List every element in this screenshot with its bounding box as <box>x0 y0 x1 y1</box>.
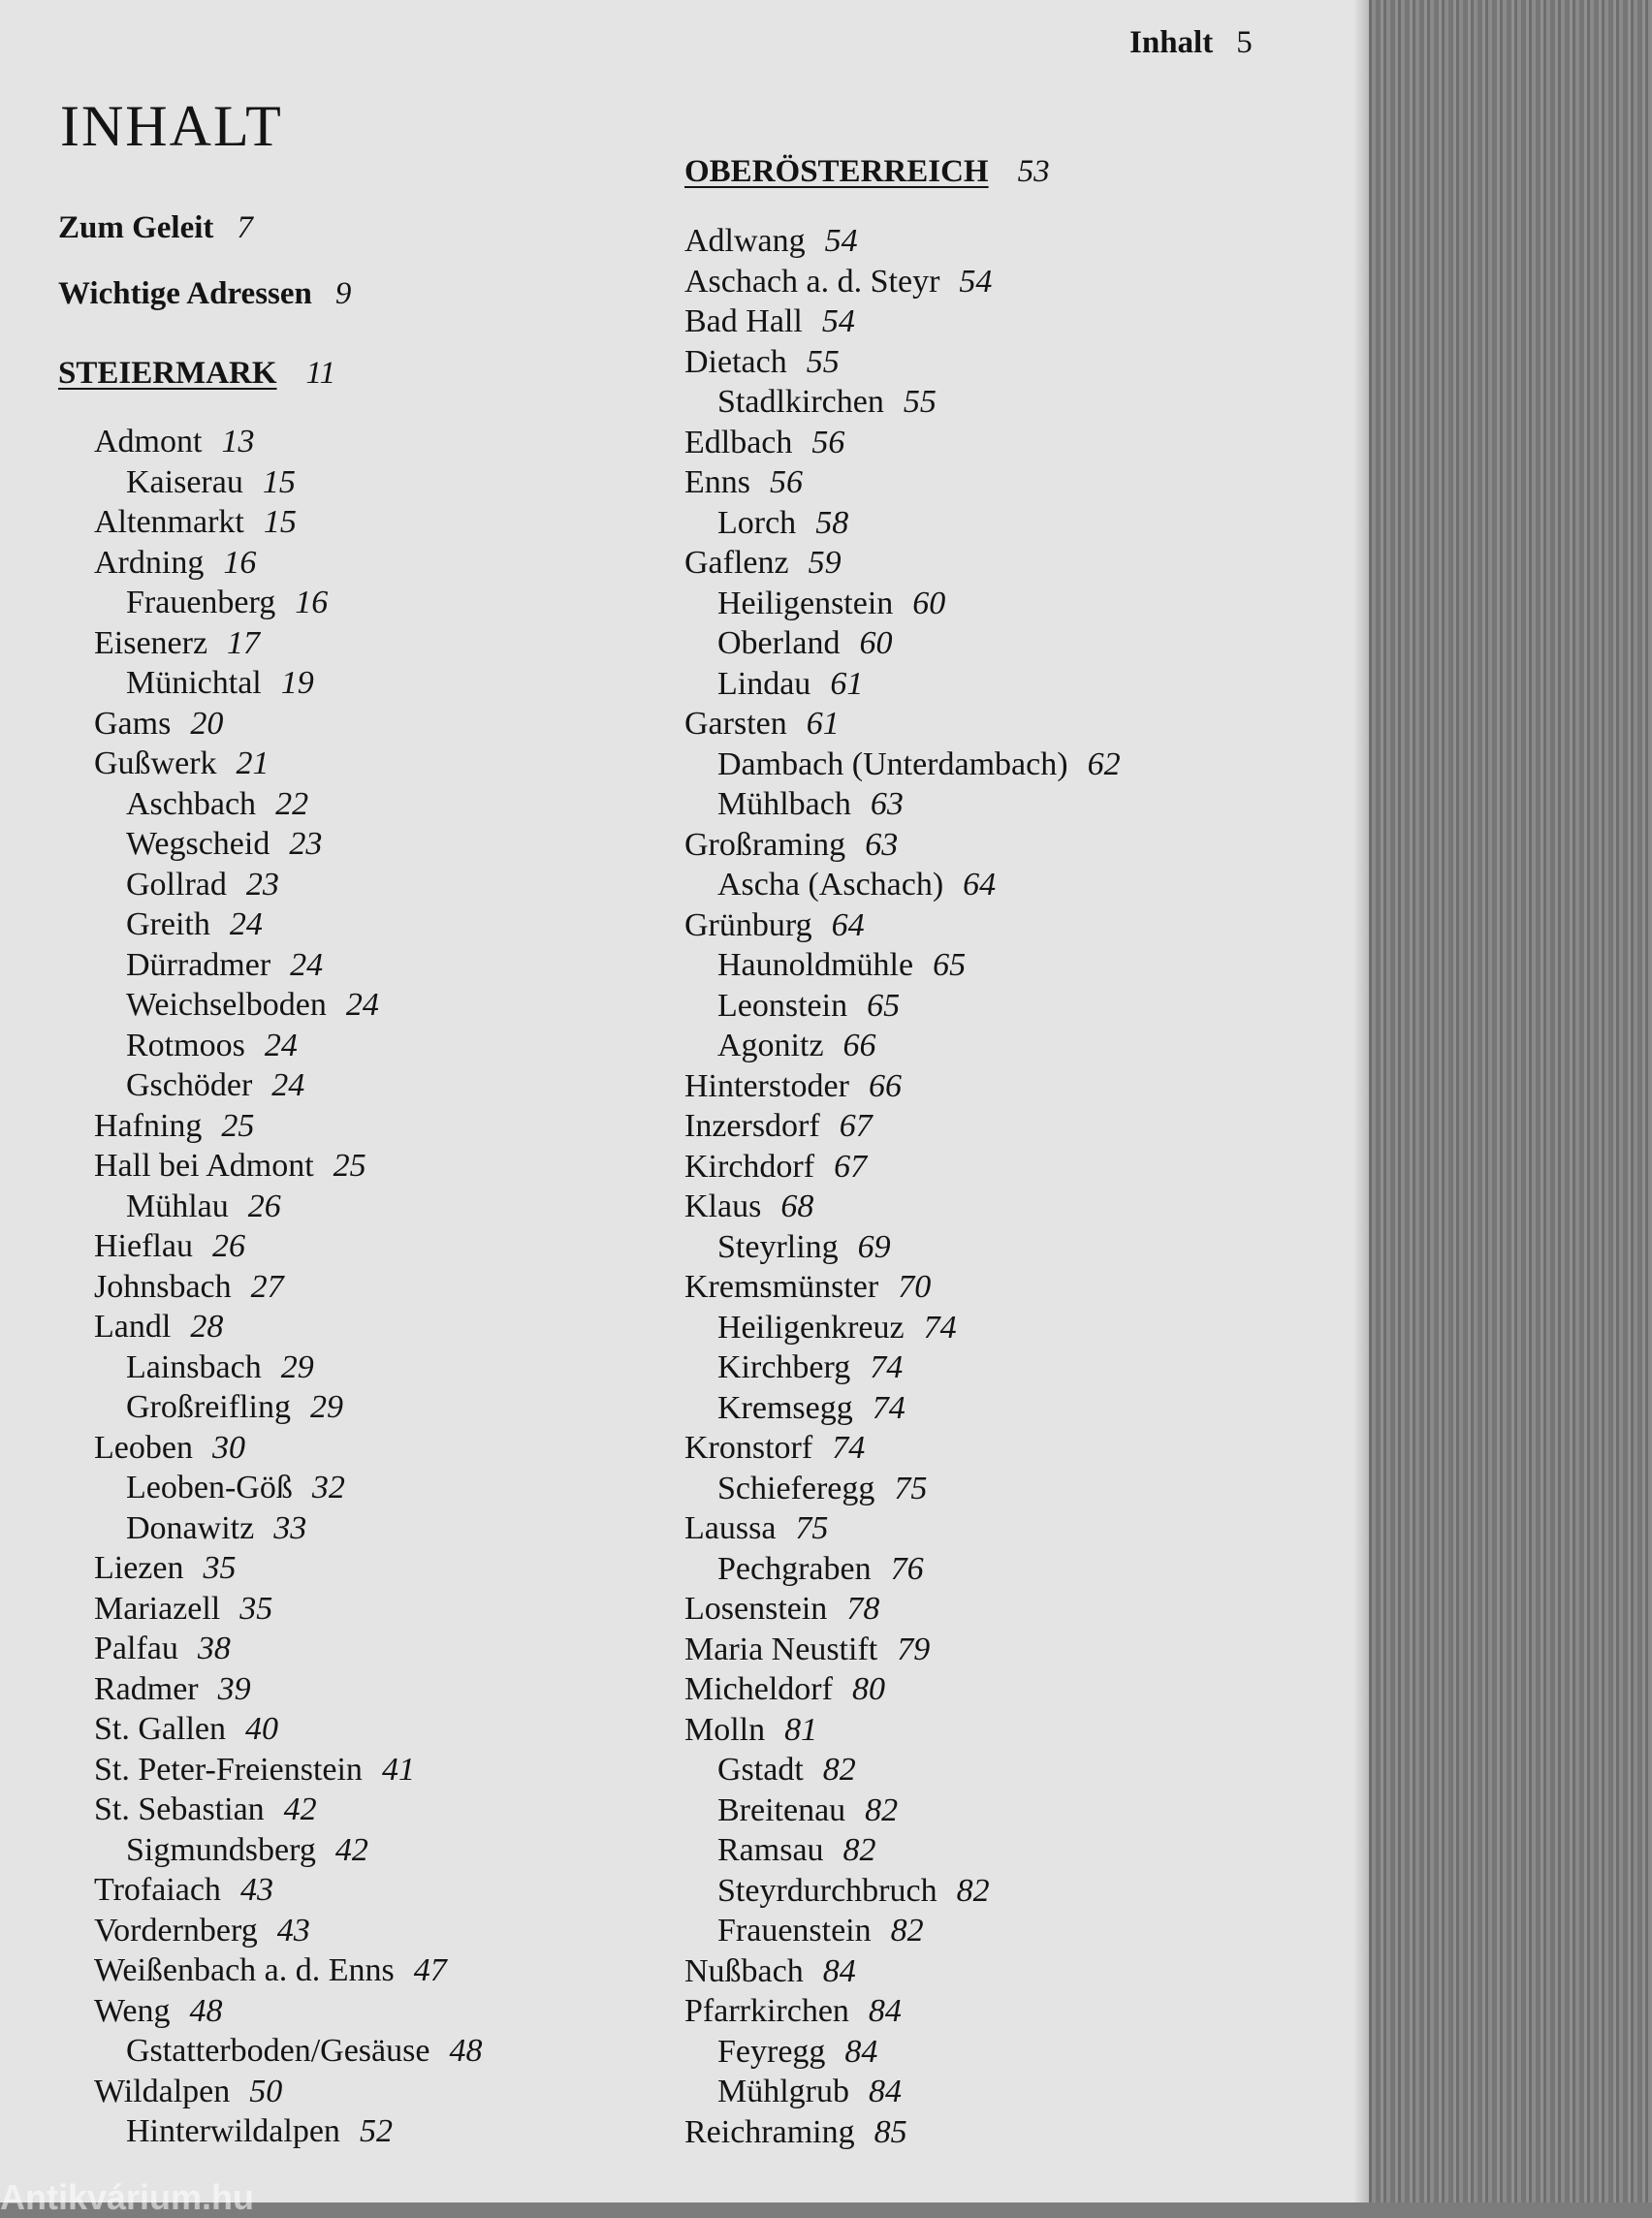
toc-entry-page: 60 <box>859 625 893 661</box>
toc-entry-page: 70 <box>898 1269 932 1305</box>
toc-entry-label: Edlbach <box>684 424 793 460</box>
toc-entry-label: Adlwang <box>684 223 806 259</box>
toc-entry[interactable] <box>94 424 254 460</box>
toc-entry-page: 41 <box>381 1751 415 1788</box>
toc-entry-page: 55 <box>806 343 840 380</box>
toc-entry-page: 16 <box>295 585 329 620</box>
toc-entry-page: 59 <box>808 545 842 581</box>
toc-entry[interactable] <box>94 1550 237 1587</box>
toc-entry[interactable] <box>94 1993 222 2030</box>
toc-entry-label: Donawitz <box>126 1509 255 1546</box>
running-head <box>1129 25 1253 61</box>
toc-entry[interactable] <box>684 1510 828 1547</box>
toc-entry-label: Molln <box>684 1711 766 1748</box>
toc-entry-label: Palfau <box>94 1631 178 1666</box>
toc-entry-page: 54 <box>959 263 993 300</box>
toc-entry-page: 24 <box>264 1027 298 1063</box>
toc-entry[interactable] <box>94 1148 366 1185</box>
toc-entry-label: Trofaiach <box>94 1872 221 1908</box>
toc-subentry[interactable] <box>717 988 900 1025</box>
toc-entry-label: Mühlau <box>126 1188 229 1224</box>
toc-entry-page: 32 <box>311 1470 345 1505</box>
toc-subentry[interactable] <box>717 505 848 542</box>
toc-entry-label: Gstatterboden/Gesäuse <box>126 2033 430 2069</box>
toc-entry-label: Wegscheid <box>126 826 270 862</box>
toc-entry-page: 58 <box>815 504 849 541</box>
toc-entry-page: 20 <box>190 705 224 742</box>
toc-entry[interactable] <box>684 907 865 944</box>
toc-subentry[interactable] <box>126 867 279 903</box>
toc-entry-page: 74 <box>923 1309 957 1346</box>
toc-entry-label: Kronstorf <box>684 1430 813 1466</box>
toc-entry[interactable] <box>684 1993 902 2030</box>
toc-entry-page: 60 <box>912 585 946 621</box>
toc-entry-page: 82 <box>956 1872 990 1909</box>
toc-entry-label: Bad Hall <box>684 303 803 339</box>
toc-entry[interactable] <box>684 1149 867 1186</box>
section-heading-label: OBERÖSTERREICH <box>684 154 989 189</box>
toc-entry-label: Kremsegg <box>717 1389 853 1426</box>
toc-entry-page: 80 <box>851 1671 885 1707</box>
toc-entry[interactable] <box>684 706 840 743</box>
section-heading-steiermark[interactable] <box>58 355 335 392</box>
toc-entry-label: Eisenerz <box>94 624 208 661</box>
toc-entry[interactable] <box>684 827 898 864</box>
toc-entry-page: 74 <box>832 1430 866 1466</box>
toc-entry-page: 65 <box>933 947 967 983</box>
toc-entry-page: 63 <box>865 826 899 863</box>
toc-entry-page: 64 <box>831 906 865 943</box>
toc-entry[interactable] <box>94 1791 317 1828</box>
toc-entry-label: Dietach <box>684 343 787 380</box>
toc-entry-label: Mühlbach <box>717 786 851 822</box>
toc-subentry[interactable] <box>717 2074 902 2110</box>
toc-entry-page: 76 <box>890 1550 924 1587</box>
toc-entry-page: 29 <box>309 1389 343 1425</box>
toc-entry-label: Agonitz <box>717 1028 824 1063</box>
toc-entry-label: Lainsbach <box>126 1348 262 1385</box>
toc-entry-label: Mariazell <box>94 1590 221 1627</box>
toc-subentry[interactable] <box>126 1349 314 1386</box>
toc-entry[interactable] <box>684 1068 902 1105</box>
toc-entry-label: Admont <box>94 424 203 459</box>
toc-entry-page: 24 <box>345 987 379 1023</box>
toc-entry-page: 56 <box>770 464 803 500</box>
toc-entry-page: 43 <box>239 1872 273 1908</box>
toc-subentry[interactable] <box>126 2033 482 2070</box>
toc-entry-label: Maria Neustift <box>684 1631 878 1667</box>
toc-entry-label: Großreifling <box>126 1389 291 1425</box>
toc-entry[interactable] <box>94 1631 231 1667</box>
toc-entry[interactable] <box>684 344 840 381</box>
toc-subentry[interactable] <box>717 1390 905 1427</box>
toc-entry-label: Lorch <box>717 504 797 541</box>
toc-entry-page: 75 <box>894 1470 928 1506</box>
toc-entry-page: 19 <box>280 665 314 701</box>
toc-entry-page: 35 <box>239 1590 273 1627</box>
toc-subentry[interactable] <box>126 826 322 863</box>
toc-subentry[interactable] <box>717 1752 856 1789</box>
toc-entry-page: 42 <box>334 1831 368 1868</box>
toc-entry-label: Leoben <box>94 1429 193 1466</box>
toc-entry[interactable] <box>684 1108 873 1145</box>
toc-entry-label: Münichtal <box>126 665 262 701</box>
toc-subentry[interactable] <box>126 1188 281 1225</box>
toc-entry-page: 27 <box>250 1268 284 1305</box>
toc-entry-page: 82 <box>865 1791 899 1828</box>
toc-entry-page: 54 <box>821 303 855 339</box>
toc-entry-page: 82 <box>822 1752 856 1788</box>
toc-subentry[interactable] <box>717 1229 891 1266</box>
toc-entry-label: Hafning <box>94 1107 203 1144</box>
toc-entry-label: Großraming <box>684 826 846 863</box>
toc-subentry[interactable] <box>126 585 328 621</box>
toc-subentry[interactable] <box>126 464 296 501</box>
toc-entry-zum-geleit[interactable] <box>58 209 253 246</box>
toc-entry-label: Nußbach <box>684 1952 804 1989</box>
toc-entry[interactable] <box>684 1430 865 1467</box>
toc-entry-page: 85 <box>874 2113 907 2150</box>
toc-entry[interactable] <box>94 504 297 541</box>
toc-entry[interactable] <box>684 1712 817 1749</box>
toc-entry-page: 23 <box>245 866 279 903</box>
toc-subentry[interactable] <box>717 867 996 903</box>
toc-entry-label: Weißenbach a. d. Enns <box>94 1952 395 1988</box>
toc-entry[interactable] <box>94 1872 273 1909</box>
toc-entry-label: Gams <box>94 705 172 742</box>
toc-entry-page: 39 <box>217 1670 251 1707</box>
toc-entry-page: 75 <box>795 1510 829 1546</box>
toc-entry[interactable] <box>684 1671 885 1708</box>
toc-subentry[interactable] <box>717 586 945 622</box>
toc-entry[interactable] <box>94 1309 223 1346</box>
toc-entry-label: Gschöder <box>126 1067 253 1103</box>
toc-entry-label: Hall bei Admont <box>94 1148 314 1184</box>
toc-entry-label: Altenmarkt <box>94 504 244 540</box>
toc-entry[interactable] <box>684 464 803 501</box>
toc-entry-label: Heiligenkreuz <box>717 1309 905 1346</box>
toc-subentry[interactable] <box>717 1471 927 1507</box>
toc-entry-page: 42 <box>283 1791 317 1827</box>
toc-entry-page: 69 <box>857 1228 891 1265</box>
toc-entry-label: Wildalpen <box>94 2073 231 2109</box>
toc-subentry[interactable] <box>717 1349 903 1386</box>
toc-entry-label: Grünburg <box>684 906 812 943</box>
toc-entry[interactable] <box>94 1228 245 1265</box>
toc-entry-page: 84 <box>822 1952 856 1989</box>
toc-entry[interactable] <box>94 1752 415 1789</box>
toc-entry-label: Kaiserau <box>126 463 243 500</box>
toc-entry[interactable] <box>94 2074 282 2110</box>
toc-entry-page: 43 <box>276 1912 310 1949</box>
toc-entry-page: 67 <box>839 1108 873 1144</box>
toc-entry-label: Ramsau <box>717 1832 824 1868</box>
toc-entry-label: Ardning <box>94 544 205 581</box>
toc-entry-label: Losenstein <box>684 1591 828 1627</box>
toc-entry[interactable] <box>94 1671 251 1708</box>
toc-entry-page: 74 <box>870 1349 904 1385</box>
toc-entry-label: Dambach (Unterdambach) <box>717 745 1068 782</box>
toc-entry-label: Heiligenstein <box>717 585 894 621</box>
toc-entry-label: Wichtige Adressen <box>58 276 312 311</box>
toc-subentry[interactable] <box>126 1067 304 1104</box>
section-heading-label: STEIERMARK <box>58 356 277 391</box>
toc-entry[interactable] <box>684 303 855 340</box>
toc-entry-page: 15 <box>263 504 297 540</box>
watermark: Antikvárium.hu <box>0 2177 255 2217</box>
toc-entry[interactable] <box>684 545 842 582</box>
toc-entry-label: Dürradmer <box>126 946 271 983</box>
toc-entry[interactable] <box>684 2114 907 2151</box>
toc-entry-label: Hinterstoder <box>684 1067 849 1104</box>
toc-subentry[interactable] <box>126 786 308 823</box>
toc-entry-page: 48 <box>449 2033 483 2069</box>
toc-entry-page: 63 <box>870 786 904 822</box>
toc-entry-label: Hieflau <box>94 1228 193 1264</box>
toc-entry-page: 64 <box>963 867 997 903</box>
toc-entry-page: 84 <box>844 2033 878 2070</box>
toc-entry-page: 52 <box>359 2113 393 2149</box>
toc-subentry[interactable] <box>717 2034 877 2071</box>
toc-entry-page: 25 <box>221 1107 255 1144</box>
toc-subentry[interactable] <box>717 666 863 703</box>
toc-entry-label: Weng <box>94 1992 171 2029</box>
toc-entry-label: Inzersdorf <box>684 1108 820 1144</box>
toc-entry[interactable] <box>94 625 260 662</box>
toc-entry-page: 13 <box>221 424 255 459</box>
page-title: INHALT <box>60 94 283 158</box>
toc-entry[interactable] <box>94 1430 245 1467</box>
background-surface <box>1369 0 1652 2202</box>
toc-entry-page: 56 <box>811 424 845 460</box>
toc-entry[interactable] <box>684 1953 856 1990</box>
toc-entry[interactable] <box>94 1591 272 1628</box>
toc-entry-page: 30 <box>211 1429 245 1466</box>
toc-subentry[interactable] <box>126 987 379 1024</box>
toc-entry-page: 35 <box>203 1550 237 1586</box>
toc-subentry[interactable] <box>126 947 323 984</box>
toc-entry-label: Breitenau <box>717 1791 846 1828</box>
toc-entry[interactable] <box>94 706 223 743</box>
toc-entry[interactable] <box>94 1952 447 1989</box>
toc-entry-label: Pechgraben <box>717 1550 872 1587</box>
toc-entry-page: 7 <box>237 210 253 245</box>
toc-subentry[interactable] <box>717 1551 924 1588</box>
toc-entry-page: 61 <box>806 706 840 742</box>
toc-entry-label: Johnsbach <box>94 1268 232 1305</box>
toc-entry-label: Frauenberg <box>126 585 276 620</box>
toc-entry-label: St. Gallen <box>94 1711 226 1747</box>
toc-entry-label: Zum Geleit <box>58 210 214 245</box>
toc-entry[interactable] <box>684 264 992 301</box>
toc-subentry[interactable] <box>717 947 966 984</box>
toc-entry-label: Vordernberg <box>94 1912 258 1949</box>
toc-entry-page: 48 <box>189 1992 223 2029</box>
toc-entry-page: 84 <box>868 1993 902 2029</box>
toc-entry-label: Feyregg <box>717 2033 826 2070</box>
toc-entry-page: 17 <box>227 624 261 661</box>
toc-entry-page: 22 <box>275 785 309 822</box>
toc-entry-wichtige-adressen[interactable] <box>58 275 351 312</box>
toc-entry-page: 66 <box>842 1028 876 1063</box>
section-heading-page: 53 <box>1017 154 1050 189</box>
toc-entry-label: St. Peter-Freienstein <box>94 1751 363 1788</box>
toc-entry-label: Lindau <box>717 665 811 702</box>
toc-entry-label: Haunoldmühle <box>717 947 914 983</box>
toc-entry-page: 29 <box>280 1348 314 1385</box>
toc-entry-page: 26 <box>211 1228 245 1264</box>
toc-entry-page: 24 <box>290 946 324 983</box>
toc-entry-page: 61 <box>830 665 864 702</box>
toc-entry-page: 55 <box>903 384 937 420</box>
toc-entry-page: 66 <box>868 1067 902 1104</box>
toc-entry-page: 65 <box>867 987 901 1024</box>
toc-subentry[interactable] <box>717 1310 957 1347</box>
toc-entry[interactable] <box>684 1269 931 1306</box>
toc-subentry[interactable] <box>126 665 314 702</box>
toc-subentry[interactable] <box>717 1873 990 1910</box>
toc-entry-label: Ascha (Aschach) <box>717 867 944 903</box>
toc-entry-label: Stadlkirchen <box>717 384 884 420</box>
toc-entry-label: Gaflenz <box>684 545 789 581</box>
toc-entry-page: 67 <box>834 1148 868 1185</box>
toc-entry-label: Leonstein <box>717 987 848 1024</box>
toc-entry[interactable] <box>94 545 256 582</box>
toc-entry-label: Landl <box>94 1309 172 1345</box>
toc-entry-page: 79 <box>897 1631 931 1667</box>
toc-entry-page: 84 <box>869 2074 902 2109</box>
toc-subentry[interactable] <box>126 1389 343 1426</box>
toc-entry-label: St. Sebastian <box>94 1791 265 1827</box>
toc-entry[interactable] <box>684 1632 930 1668</box>
toc-entry[interactable] <box>684 223 858 260</box>
toc-entry[interactable] <box>684 1591 879 1628</box>
toc-subentry[interactable] <box>126 1470 345 1506</box>
toc-entry-label: Kirchdorf <box>684 1148 815 1185</box>
toc-entry-page: 24 <box>229 906 263 942</box>
toc-entry-label: Gollrad <box>126 866 227 903</box>
toc-subentry[interactable] <box>717 1913 924 1949</box>
toc-entry[interactable] <box>684 425 844 461</box>
toc-entry-label: Kremsmünster <box>684 1269 879 1305</box>
toc-entry[interactable] <box>684 1188 813 1225</box>
toc-entry[interactable] <box>94 745 270 782</box>
toc-entry-label: Kirchberg <box>717 1349 851 1385</box>
toc-entry-label: Laussa <box>684 1510 777 1546</box>
toc-subentry[interactable] <box>717 1832 876 1869</box>
toc-entry-label: Gstadt <box>717 1752 804 1788</box>
toc-subentry[interactable] <box>126 1510 306 1547</box>
toc-entry-label: Aschbach <box>126 785 257 822</box>
toc-entry-page: 16 <box>223 544 257 581</box>
toc-entry-label: Frauenstein <box>717 1913 872 1949</box>
toc-subentry[interactable] <box>717 1792 898 1829</box>
toc-entry-page: 21 <box>236 745 270 781</box>
toc-entry-label: Klaus <box>684 1188 762 1224</box>
page-edge-shadow <box>1353 0 1369 2202</box>
toc-entry-label: Gußwerk <box>94 745 217 781</box>
running-head-page-number: 5 <box>1236 25 1253 60</box>
toc-entry-page: 23 <box>289 826 323 862</box>
toc-entry-label: Steyrling <box>717 1228 839 1265</box>
toc-entry-page: 54 <box>824 223 858 259</box>
toc-entry-page: 50 <box>249 2073 283 2109</box>
toc-entry-label: Leoben-Göß <box>126 1470 293 1505</box>
toc-entry-label: Weichselboden <box>126 987 327 1023</box>
toc-entry-page: 33 <box>273 1509 307 1546</box>
toc-subentry[interactable] <box>717 746 1121 783</box>
toc-entry-label: Greith <box>126 906 210 942</box>
toc-entry-page: 15 <box>262 463 296 500</box>
toc-entry-label: Liezen <box>94 1550 184 1586</box>
toc-subentry[interactable] <box>126 2113 393 2150</box>
toc-entry-page: 74 <box>872 1389 905 1426</box>
toc-entry-page: 25 <box>333 1148 366 1184</box>
toc-entry-page: 68 <box>780 1188 814 1224</box>
toc-entry-label: Radmer <box>94 1670 199 1707</box>
toc-entry-page: 82 <box>842 1832 876 1868</box>
toc-entry-label: Steyrdurchbruch <box>717 1872 937 1909</box>
toc-entry-label: Mühlgrub <box>717 2074 849 2109</box>
toc-entry-page: 38 <box>197 1631 231 1666</box>
toc-subentry[interactable] <box>717 384 937 421</box>
toc-entry-page: 82 <box>890 1913 924 1949</box>
section-heading-page: 11 <box>305 356 336 391</box>
toc-entry-page: 24 <box>271 1067 305 1103</box>
toc-entry-label: Schieferegg <box>717 1470 875 1506</box>
toc-entry-page: 26 <box>247 1188 281 1224</box>
toc-entry-label: Micheldorf <box>684 1671 833 1707</box>
toc-entry-label: Rotmoos <box>126 1027 245 1063</box>
toc-subentry[interactable] <box>717 786 904 823</box>
toc-entry-label: Enns <box>684 464 750 500</box>
toc-entry-label: Garsten <box>684 706 787 742</box>
toc-entry-label: Pfarrkirchen <box>684 1993 849 2029</box>
toc-entry-label: Sigmundsberg <box>126 1831 316 1868</box>
toc-entry-page: 81 <box>784 1711 818 1748</box>
toc-entry-label: Reichraming <box>684 2113 855 2150</box>
toc-entry-page: 28 <box>190 1309 224 1345</box>
toc-entry-page: 78 <box>846 1591 880 1627</box>
toc-subentry[interactable] <box>717 1028 876 1064</box>
toc-entry-page: 9 <box>334 276 352 311</box>
toc-entry-label: Aschach a. d. Steyr <box>684 263 940 300</box>
toc-entry-page: 40 <box>244 1711 278 1747</box>
toc-entry[interactable] <box>94 1711 278 1748</box>
toc-entry[interactable] <box>94 1913 310 1949</box>
toc-entry[interactable] <box>94 1108 254 1145</box>
toc-entry-page: 47 <box>413 1952 447 1988</box>
toc-subentry[interactable] <box>717 625 893 662</box>
running-head-label: Inhalt <box>1129 25 1214 60</box>
toc-entry[interactable] <box>94 1269 284 1306</box>
toc-subentry[interactable] <box>126 1832 368 1869</box>
toc-entry-label: Hinterwildalpen <box>126 2113 340 2149</box>
toc-subentry[interactable] <box>126 1028 298 1064</box>
toc-entry-page: 62 <box>1087 745 1121 782</box>
toc-entry-label: Oberland <box>717 625 841 661</box>
toc-subentry[interactable] <box>126 906 263 943</box>
section-heading-oberoesterreich[interactable] <box>684 153 1050 190</box>
